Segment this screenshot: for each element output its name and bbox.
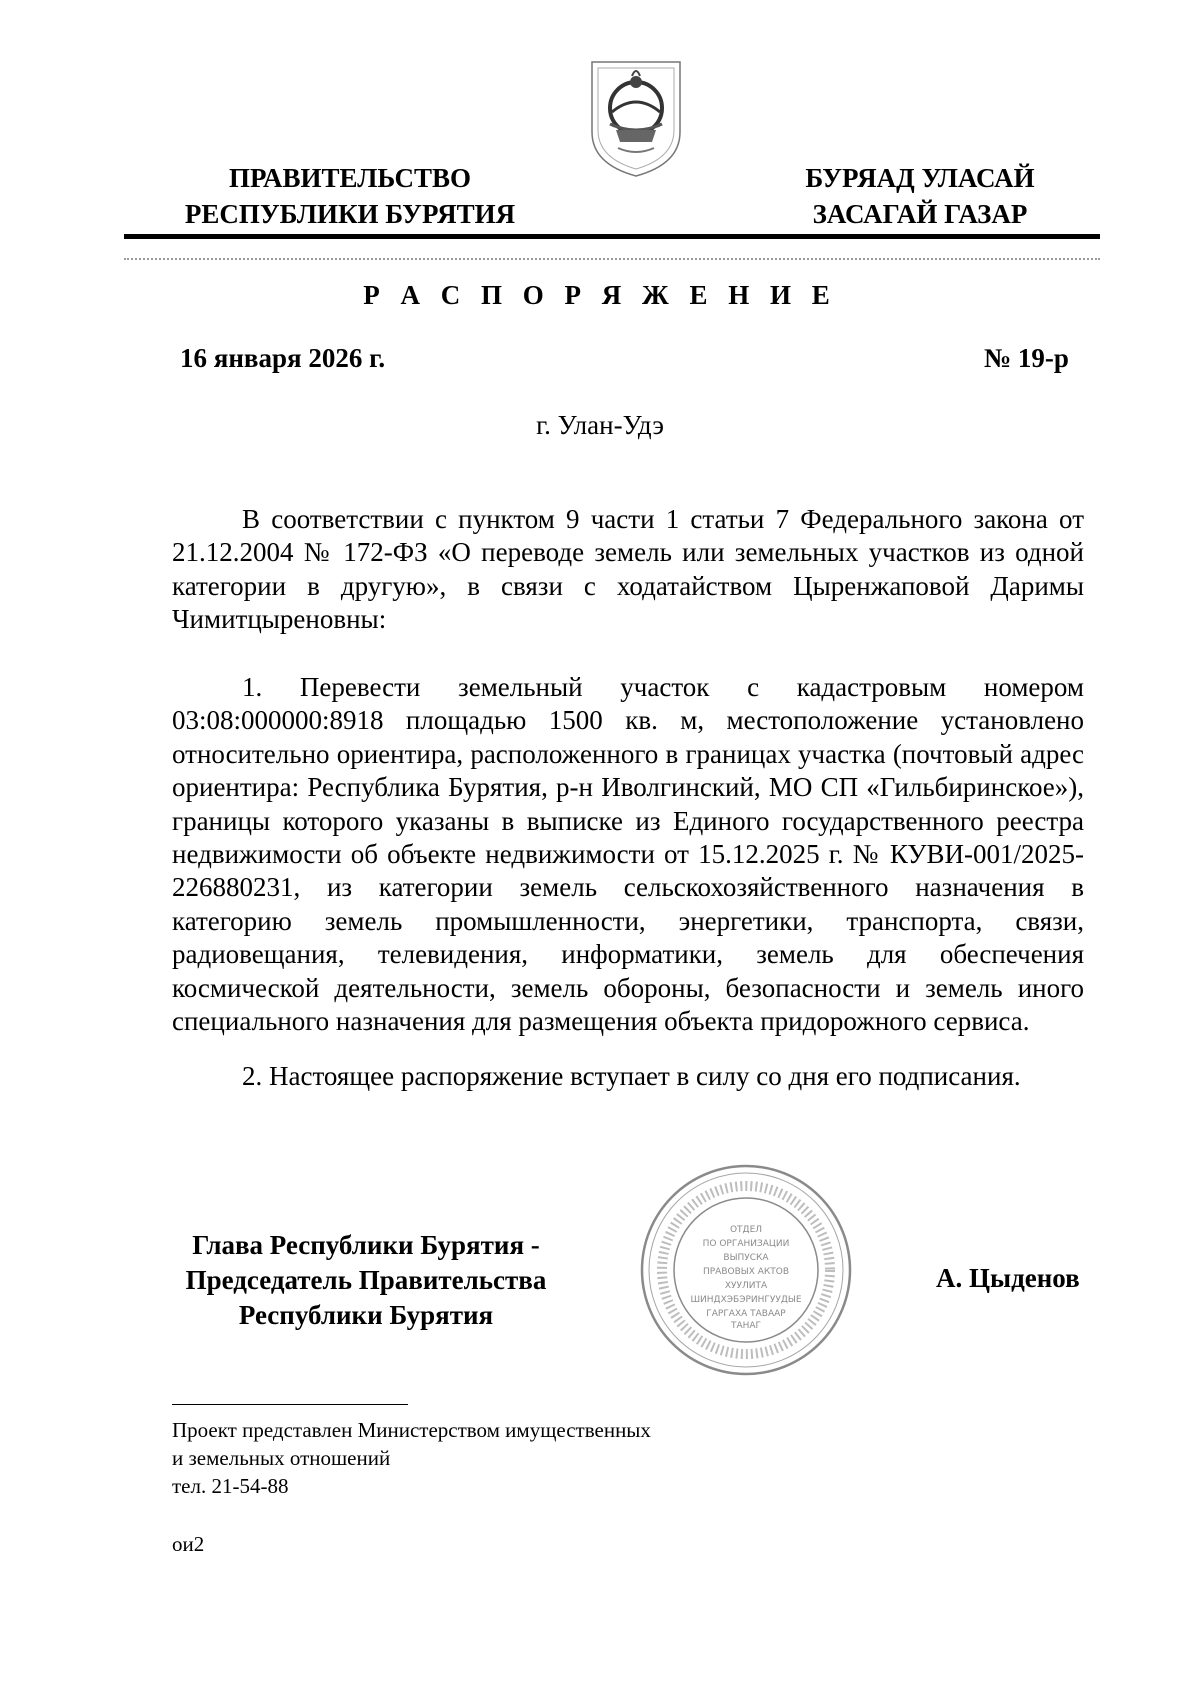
official-stamp-icon (636, 1160, 856, 1380)
header-left (150, 160, 550, 232)
signatory-title (150, 1228, 582, 1333)
body-paragraph-2 (172, 671, 1084, 1038)
svg-text:ВЫПУСКА: ВЫПУСКА (723, 1253, 769, 1263)
signatory-title-line3: Республики Бурятия (238, 1300, 494, 1330)
header-divider-thick (124, 234, 1100, 239)
header-right-line1: БУРЯАД УЛАСАЙ (805, 163, 1035, 193)
svg-text:ХУУЛИТА: ХУУЛИТА (724, 1281, 768, 1291)
coat-of-arms-icon (588, 52, 684, 180)
header-divider-thin (124, 258, 1100, 260)
svg-text:ПРАВОВЫХ АКТОВ: ПРАВОВЫХ АКТОВ (702, 1267, 790, 1277)
header-left-line2: РЕСПУБЛИКИ БУРЯТИЯ (184, 199, 516, 229)
document-city: г. Улан-Удэ (536, 410, 664, 440)
footnote-line2: и земельных отношений (172, 1446, 391, 1470)
document-date: 16 января 2026 г. (180, 343, 386, 373)
svg-text:ШИНДХЭБЭРИНГУУДЫЕ: ШИНДХЭБЭРИНГУУДЫЕ (690, 1295, 802, 1305)
paragraph-text: 2. Настоящее распоряжение вступает в силу со дня его подписания. (242, 1061, 1021, 1091)
body-paragraph-1 (172, 503, 1084, 637)
signatory-title-line1: Глава Республики Бурятия - (192, 1230, 540, 1260)
body-paragraph-3 (172, 1060, 1084, 1093)
paragraph-text: 1. Перевести земельный участок с кадастровым номером 03:08:000000:8918 площадью 1500 кв. м, местоположение установлено относительно ориентира, расположенного в границах участка (почтовый адрес ориентира: Республика Бурятия, р-н Иволгинский, МО СП «Гильбиринское»), границы которого указаны в выписке из Единого государственного реестра недвижимости об объекте недвижимости от 15.12.2025 г. № КУВИ-001/2025-226880231, из категории земель сельскохозяйственного назначения в категорию земель промышленности, энергетики, транспорта, связи, радиовещания, телевидения, информатики, земель для обеспечения космической деятельности, земель обороны, безопасности и земель иного специального назначения для размещения объекта придорожного сервиса. (172, 672, 1084, 1037)
header-right-line2: ЗАСАГАЙ ГАЗАР (812, 199, 1028, 229)
svg-text:ОТДЕЛ: ОТДЕЛ (729, 1225, 763, 1235)
document-code: ои2 (172, 1532, 205, 1556)
header-right (740, 160, 1100, 232)
document-type: Р А С П О Р Я Ж Е Н И Е (363, 280, 837, 310)
signer-name: А. Цыденов (936, 1263, 1080, 1293)
svg-text:ГАРГАХА ТАВААР: ГАРГАХА ТАВААР (706, 1309, 786, 1319)
footnote (172, 1416, 651, 1500)
footnote-divider (172, 1404, 408, 1405)
document-number: № 19-р (984, 343, 1069, 373)
signatory-title-line2: Председатель Правительства (185, 1265, 547, 1295)
footnote-phone: тел. 21-54-88 (172, 1474, 289, 1498)
svg-text:ТАНАГ: ТАНАГ (730, 1321, 762, 1331)
footnote-line1: Проект представлен Министерством имущественных (172, 1418, 651, 1442)
svg-text:ПО ОРГАНИЗАЦИИ: ПО ОРГАНИЗАЦИИ (702, 1239, 790, 1249)
paragraph-text: В соответствии с пунктом 9 части 1 статьи 7 Федерального закона от 21.12.2004 № 172-ФЗ «О переводе земель или земельных участков из одной категории в другую», в связи с ходатайством Цыренжаповой Даримы Чимитцыреновны: (172, 504, 1084, 635)
header-left-line1: ПРАВИТЕЛЬСТВО (228, 163, 472, 193)
